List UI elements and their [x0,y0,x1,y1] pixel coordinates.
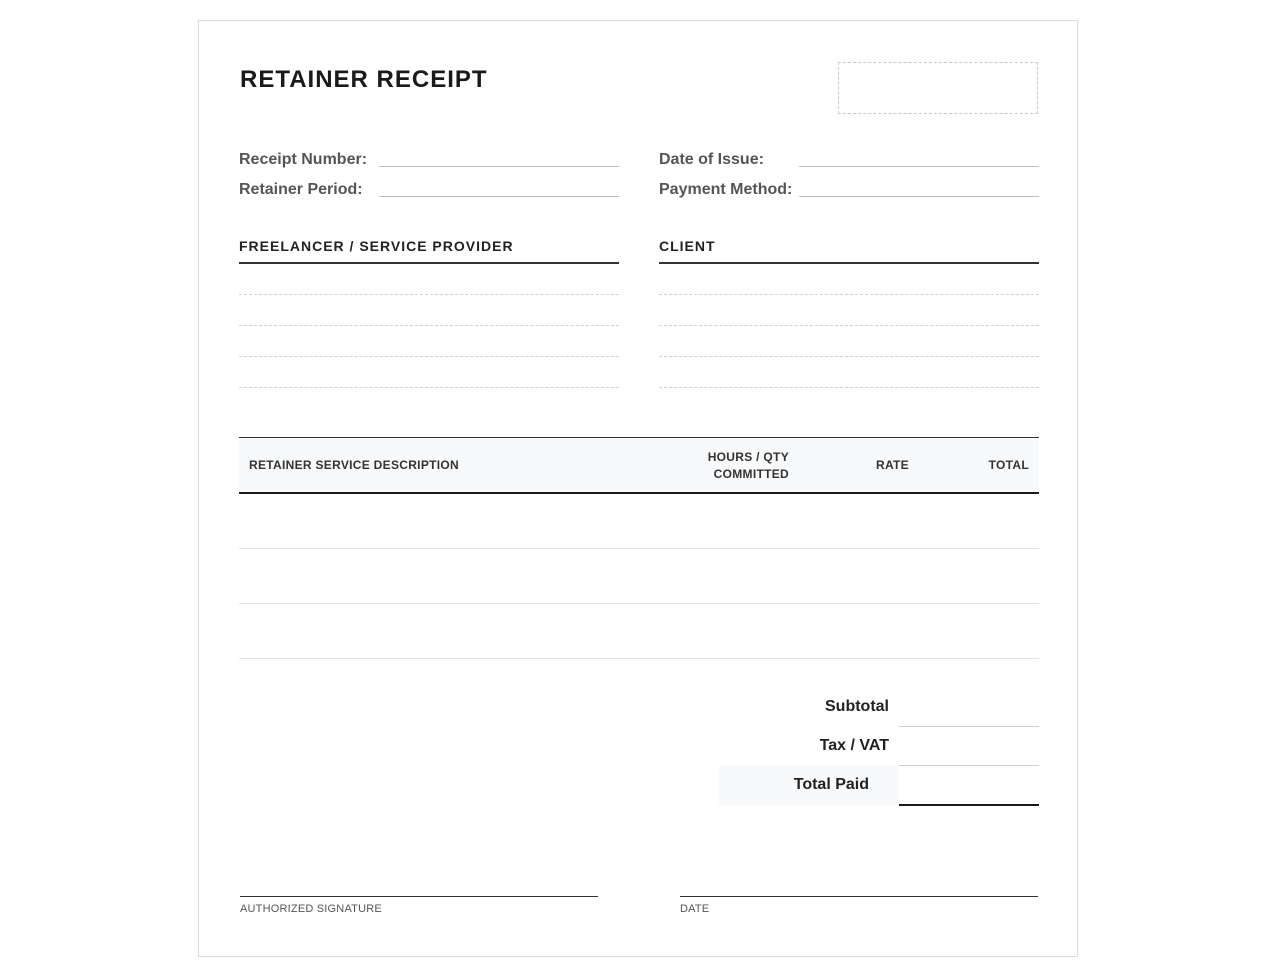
header-hours-qty [669,449,789,483]
client-section [659,238,1039,388]
table-row[interactable] [239,494,1039,549]
signature-block [240,896,598,915]
total-paid-label: Total Paid [793,776,869,793]
table-row[interactable] [239,604,1039,659]
header-hours-qty-line2: COMMITTED [713,467,789,481]
provider-heading: FREELANCER / SERVICE PROVIDER [239,238,619,264]
header-rate: RATE [876,458,909,472]
total-paid-row [719,766,899,805]
date-label: DATE [680,903,710,915]
receipt-number-input[interactable] [379,151,619,167]
date-of-issue-label: Date of Issue: [659,151,764,168]
provider-line[interactable] [239,326,619,357]
client-heading: CLIENT [659,238,1039,264]
table-row[interactable] [239,549,1039,604]
tax-value[interactable] [899,727,1039,766]
payment-method-input[interactable] [799,181,1039,197]
signature-label: AUTHORIZED SIGNATURE [240,903,382,915]
receipt-sheet [198,20,1078,957]
date-of-issue-input[interactable] [799,151,1039,167]
logo-placeholder[interactable] [838,62,1038,114]
provider-line[interactable] [239,295,619,326]
provider-line[interactable] [239,357,619,388]
date-of-issue-field [659,151,1039,181]
client-line[interactable] [659,264,1039,295]
retainer-period-field [239,181,619,211]
tax-label: Tax / VAT [819,737,889,754]
retainer-period-label: Retainer Period: [239,181,363,198]
client-line[interactable] [659,295,1039,326]
payment-method-label: Payment Method: [659,181,793,198]
signature-line[interactable] [240,896,598,897]
retainer-period-input[interactable] [379,181,619,197]
receipt-number-field [239,151,619,181]
subtotal-row [719,688,1039,727]
header-total: TOTAL [988,458,1029,472]
client-line[interactable] [659,326,1039,357]
receipt-number-label: Receipt Number: [239,151,368,168]
document-title: RETAINER RECEIPT [240,66,488,93]
tax-row [719,727,1039,766]
total-paid-value[interactable] [899,766,1039,806]
client-line[interactable] [659,357,1039,388]
date-block [680,896,1038,915]
subtotal-label: Subtotal [825,698,889,715]
header-description: RETAINER SERVICE DESCRIPTION [249,458,459,472]
items-table-header [239,437,1039,494]
provider-section [239,238,619,388]
subtotal-value[interactable] [899,688,1039,727]
payment-method-field [659,181,1039,211]
provider-line[interactable] [239,264,619,295]
header-hours-qty-line1: HOURS / QTY [707,450,789,464]
items-table [239,437,1039,659]
date-line[interactable] [680,896,1038,897]
